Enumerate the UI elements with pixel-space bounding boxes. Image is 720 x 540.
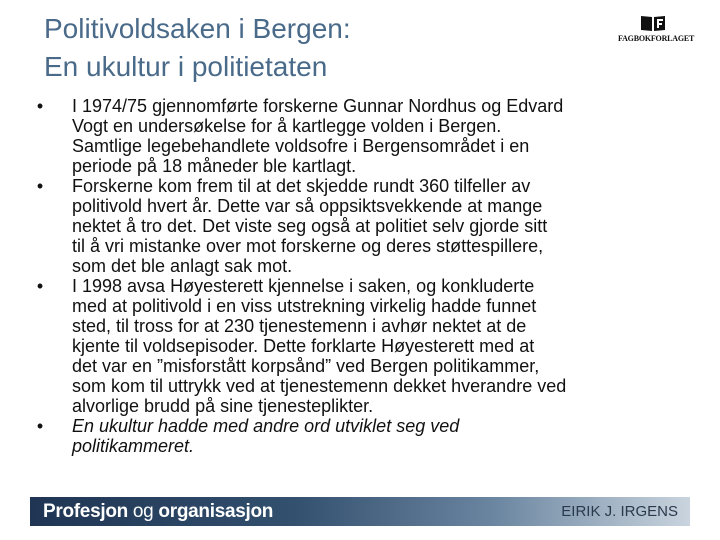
- bullet-item: [30, 176, 690, 276]
- bullet-marker: •: [36, 176, 44, 196]
- bullet-item: [30, 276, 690, 416]
- bullet-line: politivold hvert år. Dette var så oppsiktsvekkende at mange: [72, 196, 543, 216]
- bullet-text: [72, 276, 690, 416]
- bullet-line: nektet å tro det. Det viste seg også at politiet selv gjorde sitt: [72, 216, 548, 236]
- bullet-marker: •: [36, 416, 44, 436]
- bullet-text: [72, 96, 690, 176]
- bullet-line: Vogt en undersøkelse for å kartlegge volden i Bergen.: [72, 116, 502, 136]
- publisher-logo-text: FAGBOKFORLAGET: [618, 34, 695, 43]
- bullet-marker: •: [36, 276, 44, 296]
- bullet-line: politikammeret.: [72, 436, 195, 456]
- bullet-text: [72, 176, 690, 276]
- footer-author: EIRIK J. IRGENS: [561, 503, 678, 520]
- bullet-line: alvorlige brudd på sine tjenesteplikter.: [72, 396, 374, 416]
- slide-title: [44, 10, 351, 86]
- footer-course-word-1: Profesjon: [43, 501, 133, 522]
- slide-title-line-2: En ukultur i politietaten: [44, 51, 328, 82]
- footer-banner: [30, 497, 690, 526]
- bullet-item: [30, 416, 690, 456]
- bullet-line: med at politivold i en viss utstrekning virkelig hadde funnet: [72, 296, 537, 316]
- bullet-line: sted, til tross for at 230 tjenestemenn i avhør nektet at de: [72, 316, 527, 336]
- bullet-line: som det ble anlagt sak mot.: [72, 256, 293, 276]
- bullet-line: Samtlige legebehandlete voldsofre i Bergensområdet i en: [72, 136, 530, 156]
- footer-course-word-2: og: [132, 501, 154, 522]
- bullet-line: I 1974/75 gjennomførte forskerne Gunnar Nordhus og Edvard: [72, 96, 564, 116]
- bullet-list: [30, 96, 690, 456]
- footer-course-word-3: organisasjon: [153, 501, 274, 522]
- bullet-text: [72, 416, 690, 456]
- book-icon: [640, 14, 666, 32]
- bullet-item: [30, 96, 690, 176]
- bullet-line: I 1998 avsa Høyesterett kjennelse i saken, og konkluderte: [72, 276, 535, 296]
- bullet-line: En ukultur hadde med andre ord utviklet seg ved: [72, 416, 460, 436]
- bullet-line: kjente til voldsepisoder. Dette forklarte Høyesterett med at: [72, 336, 535, 356]
- publisher-logo: [618, 14, 695, 46]
- bullet-marker: •: [36, 96, 44, 116]
- bullet-line: til å vri mistanke over mot forskerne og deres støttespillere,: [72, 236, 544, 256]
- footer-course-title: [43, 501, 273, 523]
- bullet-line: periode på 18 måneder ble kartlagt.: [72, 156, 357, 176]
- slide-title-line-1: Politivoldsaken i Bergen:: [44, 13, 351, 44]
- bullet-line: Forskerne kom frem til at det skjedde rundt 360 tilfeller av: [72, 176, 531, 196]
- bullet-line: det var en ”misforstått korpsånd” ved Bergen politikammer,: [72, 356, 540, 376]
- bullet-line: som kom til uttrykk ved at tjenestemenn dekket hverandre ved: [72, 376, 567, 396]
